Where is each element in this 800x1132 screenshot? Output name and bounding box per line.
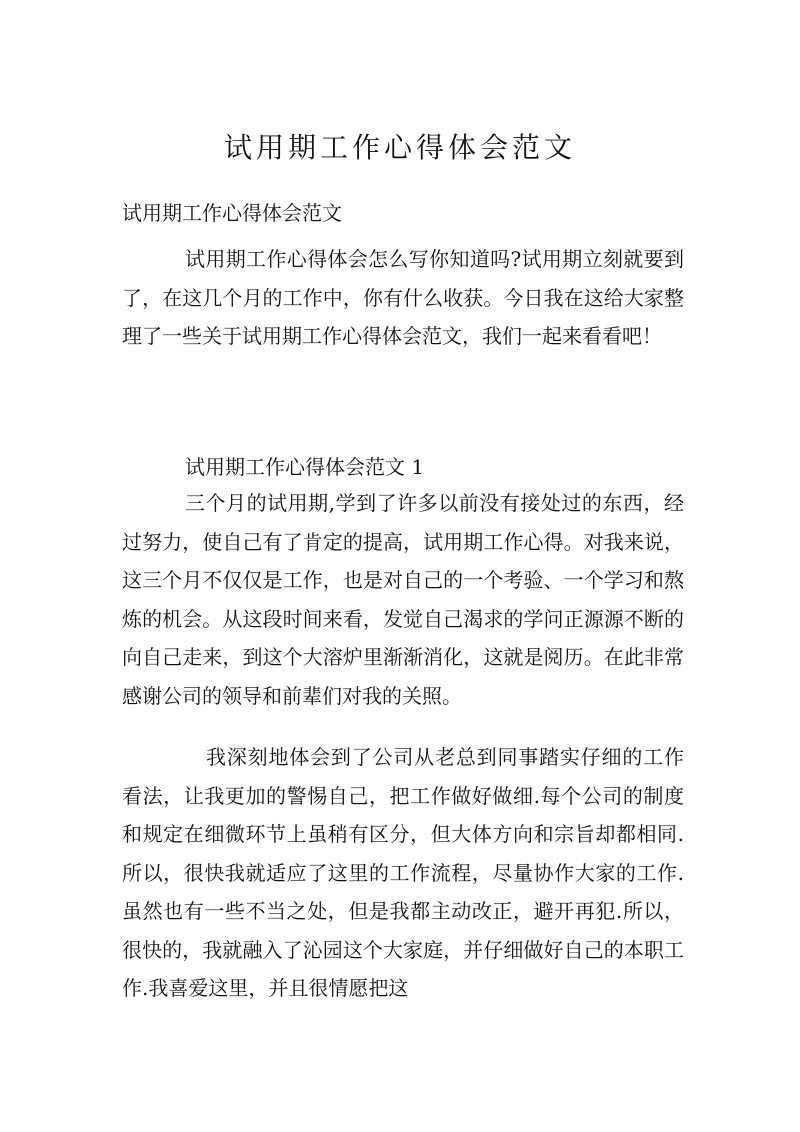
section-heading: 试用期工作心得体会范文 1 bbox=[185, 455, 425, 479]
body-paragraph: 三个月的试用期,学到了许多以前没有接处过的东西，经过努力，使自己有了肯定的提高，试用期工作心得。对我来说，这三个月不仅仅是工作，也是对自己的一个考验、一个学习和熬炼的机会。从这段时间来看，发觉自己渴求的学问正源源不断的向自己走来，到这个大溶炉里渐渐消化，这就是阅历。在此非常感谢公司的领导和前辈们对我的关照。 bbox=[122, 491, 684, 708]
document-title: 试用期工作心得体会范文 bbox=[223, 131, 576, 164]
body-paragraph: 我深刻地体会到了公司从老总到同事踏实仔细的工作看法，让我更加的警惕自己，把工作做好做细.每个公司的制度和规定在细微环节上虽稍有区分，但大体方向和宗旨却都相同.所以，很快我就适应了这里的工作流程，尽量协作大家的工作.虽然也有一些不当之处，但是我都主动改正，避开再犯.所以，很快的，我就融入了沁园这个大家庭，并仔细做好自己的本职工作.我喜爱这里，并且很情愿把这 bbox=[122, 745, 684, 1000]
intro-paragraph: 试用期工作心得体会怎么写你知道吗?试用期立刻就要到了，在这几个月的工作中，你有什么收获。今日我在这给大家整理了一些关于试用期工作心得体会范文，我们一起来看看吧！ bbox=[122, 247, 684, 348]
document-subtitle: 试用期工作心得体会范文 bbox=[122, 201, 342, 225]
